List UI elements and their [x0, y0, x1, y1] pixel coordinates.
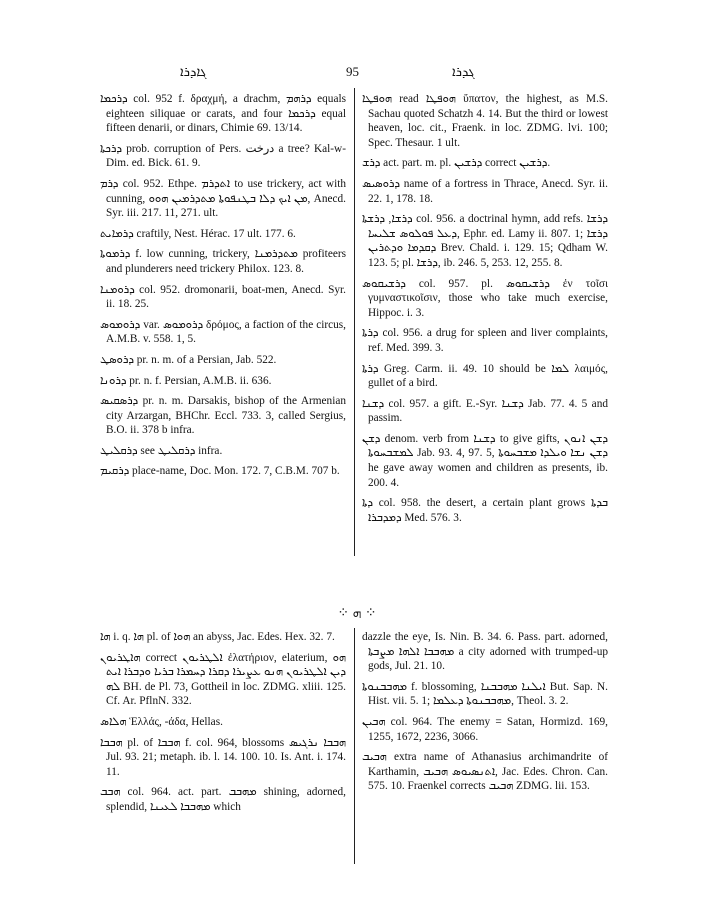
entry-shining: ܗܒܒ col. 964. act. part. ܡܗܒܒ shining, adorned, splendid, ܡܗܒܒܐ ܠܥܝܢܐ which: [100, 786, 346, 813]
entry-blossoms: ܗܒܒܐ pl. of ܗܒܒܐ f. col. 964, blossoms ܗܒܒܐ ܢܪܓܝܣ Jul. 93. 21; metaph. ib. l. 14. 100. 10. Is. Ant. i. 174. 11.: [100, 736, 346, 778]
column-left-bottom: [100, 630, 346, 821]
entry-darsakis: ܕܪܣܩܝܣ pr. n. m. Darsakis, bishop of the Armenian city Arzargan, BHChr. Eccl. 733. 3, called Sergius, B.O. ii. 378 b infra.: [100, 395, 346, 437]
section-letter: ܗ: [352, 606, 362, 621]
entry-craftily: ܕܪܡܐܝܬ craftily, Nest. Hérac. 17 ult. 177. 6.: [100, 227, 296, 240]
section-divider: [0, 605, 714, 622]
entry-dromos: ܕܪܘܡܘܣ var. ܕܪܘܡܘܣ δρόμος, a faction of the circus, A.M.B. v. 558. 1, 5.: [100, 318, 346, 346]
entry-persian-f: ܕܪܘܢܐ pr. n. f. Persian, A.M.B. ii. 636.: [100, 374, 272, 387]
entry-dromonarii: ܕܪܘܡܢܐ col. 952. dromonarii, boat-men, Anecd. Syr. ii. 18. 25.: [100, 283, 346, 311]
entry-hypaton: ܗܘܦܛܐ read ܗܘܦܛܐ ὕπατον, the highest, as M.S. Sachau quoted Schatzh 4. 14. But the third or lowest heaven, loc. cit., Fraenk. in loc. ZDMG. lvi. 100; Spec. Thesaur. 1 ult.: [362, 93, 608, 149]
entry-elaterium: ܗܐܛܪܝܘܢ correct ܐܠܛܪܝܘܢ ἐλατήριον, elaterium, ܗܘ ܕܝܢ ܐܠܛܪܝܘܢ ܗܢܘ ܥܨܝܪܐ ܕܩܪܐ ܕܚܡܪܐ ܒܪܝܐ ܘܕܒܪܐ ܐܝܬ ܠܗ BH. de Pl. 73, Gottheil in loc. ZDMG. xliii. 125. Cf. Ar. PflnN. 332.: [100, 651, 346, 708]
entry-satan: ܗܒܝܢ col. 964. The enemy = Satan, Hormizd. 169, 1255, 1672, 2236, 3066.: [362, 715, 608, 743]
entry-dazzle: dazzle the eye, Is. Nin. B. 34. 6. Pass. part. adorned, ܡܗܒܒܐ ܐܠܗܐ ܡܨܒܬܐ a city adorned with trumped-up gods, Jul. 21. 10.: [362, 631, 609, 673]
entry-doctrinal-hymn: ܕܪܫܐ, ܕܪܫܬܐ col. 956. a doctrinal hymn, add refs. ܕܪܫܐ ܕܥܠ ܦܘܠܘܣ ܫܠܝܚܐ, Ephr. ed. Lamy ii. 807. 1; ܕܪܫܐ ܕܩܕܡܐ ܘܕܬܪܝܢ Brev. Chald. i. 129. 15; Qdham W. 123. 5; pl. ܕܪܫܐ, ib. 246. 5, 253. 12, 255. 8.: [362, 213, 609, 269]
entry-drachm: ܕܪܟܡܐ col. 952 f. δραχμή, a drachm, ܕܪܗܡ equals eighteen siliquae or carats, and four ܕܪܟܡܐ equal fifteen denarii, or dinars, Chimie 69. 13/14.: [100, 93, 347, 135]
column-rule-top: [354, 88, 355, 556]
entry-exercise: ܕܪܫܝܩܘܣ col. 957. pl. ܕܪܫܝܩܘܣ ἐν τοῖσι γυμναστικοῖσιν, those who take much exercise, Hippoc. i. 3.: [362, 277, 609, 319]
entry-gullet: ܕܪܬܐ Greg. Carm. ii. 49. 10 should be ܠܡܐ λαιμός, gullet of a bird.: [362, 362, 609, 390]
entry-low-cunning: ܕܪܡܘܬܐ f. low cunning, trickery, ܡܬܕܪܡܢܐ profiteers and plunderers need trickery Philox. 123. 8.: [100, 248, 347, 275]
entry-fortress: ܕܪܘܣܝܣ name of a fortress in Thrace, Anecd. Syr. ii. 22. 1, 178. 18.: [362, 177, 608, 205]
entry-act-part: ܕܪܫ act. part. m. pl. ܕܪܫܝܢ correct ܕܪܫܝܢ.: [362, 157, 551, 170]
entry-hellas: ܗܠܐܣ Ἑλλάς, -άδα, Hellas.: [100, 715, 223, 728]
column-right-top: [362, 92, 608, 531]
entry-gift: ܕܫܢܐ col. 957. a gift. E.-Syr. ܕܫܢܐ Jab. 77. 4. 5 and passim.: [362, 397, 608, 425]
entry-give-gifts: ܕܫܢ denom. verb from ܕܫܢܐ to give gifts, ܕܫܢ ܐܢܘܢ ܠܡܫܒܚܘܬܐ Jab. 93. 4, 97. 5, ܕܫܢ ܢܫܐ ܘܝܠܕܐ ܡܫܒܚܘܬܐ he gave away women and children as presents, ib. 200. 4.: [362, 432, 608, 489]
entry-drug: ܕܪܬܐ col. 956. a drug for spleen and liver complaints, ref. Med. 399. 3.: [362, 327, 608, 354]
entry-place-name: ܕܪܩܝܡ place-name, Doc. Mon. 172. 7, C.B.M. 707 b.: [100, 465, 340, 478]
page-number: 95: [346, 64, 359, 79]
running-head-right: ܓܕܪܐ: [452, 64, 475, 79]
entry-tree: ܕܪܟܬܐ prob. corruption of Pers. درخت a tree? Kal-w-Dim. ed. Bick. 61. 9.: [100, 142, 346, 170]
entry-trickery: ܕܪܡ col. 952. Ethpe. ܐܬܕܪܡ to use trickery, act with cunning, ܡܢ ܐܝܟ ܕܠܐ ܒܛܢܦܘܬܐ ܡܬܕܪܡܝܢ ܗܘܘ, Anecd. Syr. iii. 217. 11, 271. ult.: [100, 177, 346, 220]
column-left-top: [100, 92, 346, 485]
divider-ornament-right: ⁘: [364, 606, 377, 621]
entry-blossoming: ܡܗܒܒܢܘܬܐ f. blossoming, ܐܝܠܢܐ ܡܗܒܒܢܐ But. Sap. N. Hist. vii. 5. 1; ܡܗܒܒܢܘܬܐ ܕܥܠܡܐ, Theol. 3. 2.: [362, 680, 608, 708]
column-right-bottom: [362, 630, 608, 800]
column-rule-bottom: [354, 628, 355, 864]
entry-desert: ܕܬܐ col. 958. the desert, a certain plant grows ܒܕܬܐ ܕܡܕܒܪܐ Med. 576. 3.: [362, 497, 608, 524]
entry-persian-m: ܕܪܘܣܛ pr. n. m. of a Persian, Jab. 522.: [100, 353, 277, 366]
entry-abyss: ܗܐ i. q. ܗܐ pl. of ܗܘܐ an abyss, Jac. Edes. Hex. 32. 7.: [100, 631, 335, 643]
entry-athanasius: ܗܒܝܒ extra name of Athanasius archimandrite of Karthamin, ܐܬܢܣܝܘܣ ܗܒܝܒ, Jac. Edes. Chron. Can. 575. 10. Fraenkel corrects ܗܒܝܒ ZDMG. lii. 153.: [362, 751, 608, 793]
running-head-left: ܓܐܕܪܐ: [180, 64, 207, 79]
divider-ornament-left: ⁘: [337, 606, 353, 621]
entry-see: ܕܪܩܠܝܛ see ܕܪܩܠܝܛ infra.: [100, 444, 223, 457]
